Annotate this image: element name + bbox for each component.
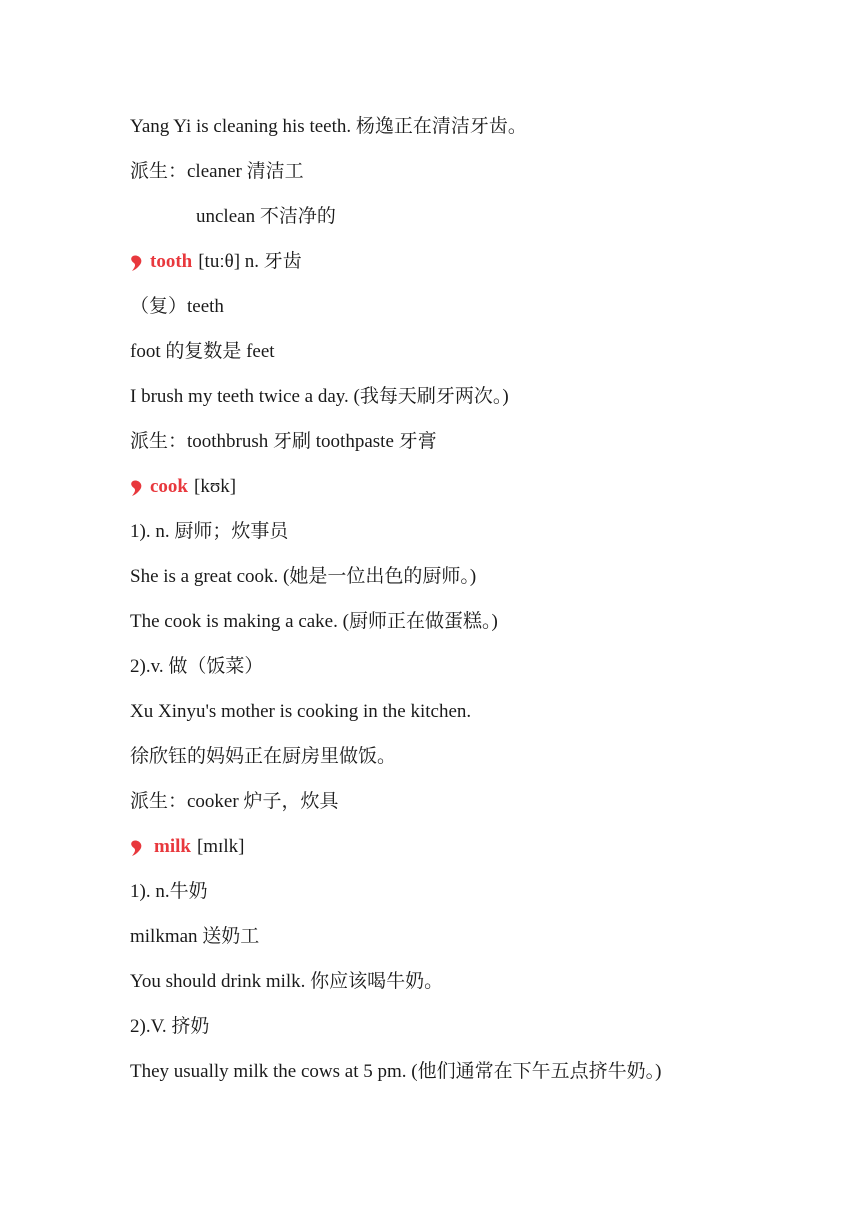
entry-heading-milk xyxy=(130,824,810,869)
headword: tooth xyxy=(150,251,193,272)
entry-pronunciation: [mɪlk] xyxy=(196,836,245,857)
example-sentence: You should drink milk. 你应该喝牛奶。 xyxy=(130,971,444,992)
derivative-line: 派生：cleaner 清洁工 xyxy=(130,161,304,182)
example-sentence: I brush my teeth twice a day. (我每天刷牙两次。) xyxy=(130,386,509,407)
document-page xyxy=(130,104,810,1094)
example-sentence: She is a great cook. (她是一位出色的厨师。) xyxy=(130,566,477,587)
derivative-line: unclean 不洁净的 xyxy=(196,206,336,227)
example-sentence: Yang Yi is cleaning his teeth. 杨逸正在清洁牙齿。 xyxy=(130,116,527,137)
sense-line: 1). n. 厨师；炊事员 xyxy=(130,521,289,542)
sense-line: 2).V. 挤奶 xyxy=(130,1016,210,1037)
sense-line: 1). n.牛奶 xyxy=(130,881,208,902)
entry-pronunciation: [tuːθ] n. 牙齿 xyxy=(198,251,302,272)
headword: cook xyxy=(150,476,188,497)
derivative-line: milkman 送奶工 xyxy=(130,926,260,947)
entry-heading-cook xyxy=(130,464,810,509)
heart-bullet-icon xyxy=(130,479,146,497)
note-line: foot 的复数是 feet xyxy=(130,341,275,362)
example-sentence: The cook is making a cake. (厨师正在做蛋糕。) xyxy=(130,611,498,632)
entry-pronunciation: [kʊk] xyxy=(194,476,237,497)
headword: milk xyxy=(154,836,191,857)
heart-bullet-icon xyxy=(130,254,146,272)
example-sentence: They usually milk the cows at 5 pm. (他们通常在下午五点挤牛奶。) xyxy=(130,1061,662,1082)
derivative-line: 派生：cooker 炉子，炊具 xyxy=(130,791,339,812)
sense-line: 2).v. 做（饭菜） xyxy=(130,656,264,677)
translation-line: 徐欣钰的妈妈正在厨房里做饭。 xyxy=(130,746,397,767)
example-sentence: Xu Xinyu's mother is cooking in the kitchen. xyxy=(130,701,472,722)
heart-bullet-icon xyxy=(130,839,146,857)
derivative-line: 派生：toothbrush 牙刷 toothpaste 牙膏 xyxy=(130,431,437,452)
entry-heading-tooth xyxy=(130,239,810,284)
plural-line: （复）teeth xyxy=(130,296,224,317)
